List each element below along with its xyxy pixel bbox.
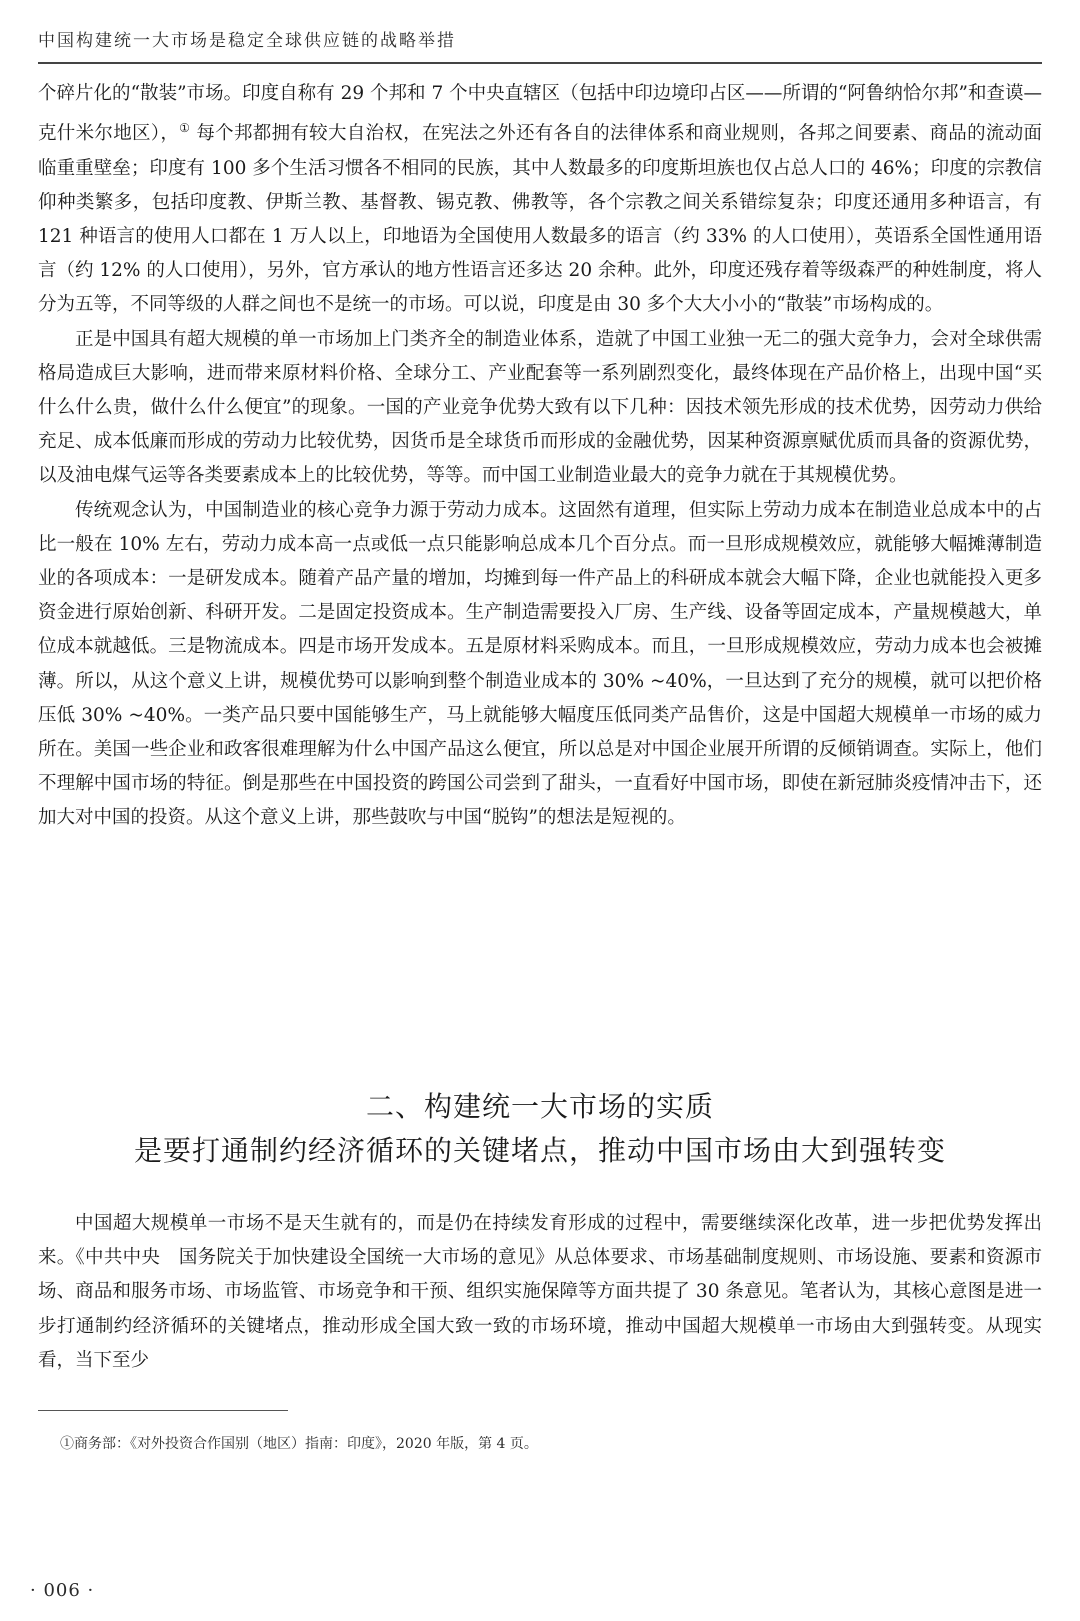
page-number: · 006 · — [30, 1580, 95, 1601]
footnote-reference[interactable]: ① — [179, 121, 191, 136]
section-heading-line-1: 二、构建统一大市场的实质 — [365, 1090, 714, 1123]
section-heading — [38, 1085, 1042, 1173]
header-rule — [38, 62, 1042, 64]
footnote: ①商务部：《对外投资合作国别（地区）指南：印度》，2020 年版，第 4 页。 — [60, 1436, 538, 1452]
footnote-rule — [38, 1410, 288, 1411]
body-text-top — [38, 77, 1042, 836]
paragraph: 中国超大规模单一市场不是天生就有的，而是仍在持续发育形成的过程中，需要继续深化改革，进一步把优势发挥出来。《中共中央 国务院关于加快建设全国统一大市场的意见》从总体要求、市场基础制度规则、市场设施、要素和资源市场、商品和服务市场、市场监管、市场竞争和干预、组织实施保障等方面共提了 30 条意见。笔者认为，其核心意图是进一步打通制约经济循环的关键堵点，推动形成全国大致一致的市场环境，推动中国超大规模单一市场由大到强转变。从现实看，当下至少 — [38, 1213, 1042, 1371]
section-heading-line-2: 是要打通制约经济循环的关键堵点，推动中国市场由大到强转变 — [133, 1134, 946, 1167]
paragraph: 传统观念认为，中国制造业的核心竞争力源于劳动力成本。这固然有道理，但实际上劳动力成本在制造业总成本中的占比一般在 10% 左右，劳动力成本高一点或低一点只能影响总成本几个百分点。而一旦形成规模效应，就能够大幅摊薄制造业的各项成本：一是研发成本。随着产品产量的增加，均摊到每一件产品上的科研成本就会大幅下降，企业也就能投入更多资金进行原始创新、科研开发。二是固定投资成本。生产制造需要投入厂房、生产线、设备等固定成本，产量规模越大，单位成本就越低。三是物流成本。四是市场开发成本。五是原材料采购成本。而且，一旦形成规模效应，劳动力成本也会被摊薄。所以，从这个意义上讲，规模优势可以影响到整个制造业成本的 30% ~40%，一旦达到了充分的规模，就可以把价格压低 30% ~40%。一类产品只要中国能够生产，马上就能够大幅度压低同类产品售价，这是中国超大规模单一市场的威力所在。美国一些企业和政客很难理解为什么中国产品这么便宜，所以总是对中国企业展开所谓的反倾销调查。实际上，他们不理解中国市场的特征。倒是那些在中国投资的跨国公司尝到了甜头，一直看好中国市场，即使在新冠肺炎疫情冲击下，还加大对中国的投资。从这个意义上讲，那些鼓吹与中国“脱钩”的想法是短视的。 — [38, 499, 1042, 829]
paragraph — [38, 77, 1042, 323]
body-text-bottom — [38, 1207, 1042, 1378]
paragraph-text: 个碎片化的“散装”市场。印度自称有 29 个邦和 7 个中央直辖区（包括中印边境印占区——所谓的“阿鲁纳恰尔邦”和查谟—克什米尔地区）， — [38, 83, 1042, 145]
paragraph: 正是中国具有超大规模的单一市场加上门类齐全的制造业体系，造就了中国工业独一无二的强大竞争力，会对全球供需格局造成巨大影响，进而带来原材料价格、全球分工、产业配套等一系列剧烈变化，最终体现在产品价格上，出现中国“买什么什么贵，做什么什么便宜”的现象。一国的产业竞争优势大致有以下几种：因技术领先形成的技术优势，因劳动力供给充足、成本低廉而形成的劳动力比较优势，因货币是全球货币而形成的金融优势，因某种资源禀赋优质而具备的资源优势，以及油电煤气运等各类要素成本上的比较优势，等等。而中国工业制造业最大的竞争力就在于其规模优势。 — [38, 328, 1042, 487]
running-head: 中国构建统一大市场是稳定全球供应链的战略举措 — [38, 31, 456, 51]
paragraph-text: 每个邦都拥有较大自治权，在宪法之外还有各自的法律体系和商业规则，各邦之间要素、商品的流动面临重重壁垒；印度有 100 多个生活习惯各不相同的民族，其中人数最多的印度斯坦族也仅占总人口的 46%；印度的宗教信仰种类繁多，包括印度教、伊斯兰教、基督教、锡克教、佛教等，各个宗教之间关系错综复杂；印度还通用多种语言，有 121 种语言的使用人口都在 1 万人以上，印地语为全国使用人数最多的语言（约 33% 的人口使用），英语系全国性通用语言（约 12% 的人口使用），另外，官方承认的地方性语言还多达 20 余种。此外，印度还残存着等级森严的种姓制度，将人分为五等，不同等级的人群之间也不是统一的市场。可以说，印度是由 30 多个大大小小的“散装”市场构成的。 — [38, 123, 1042, 316]
